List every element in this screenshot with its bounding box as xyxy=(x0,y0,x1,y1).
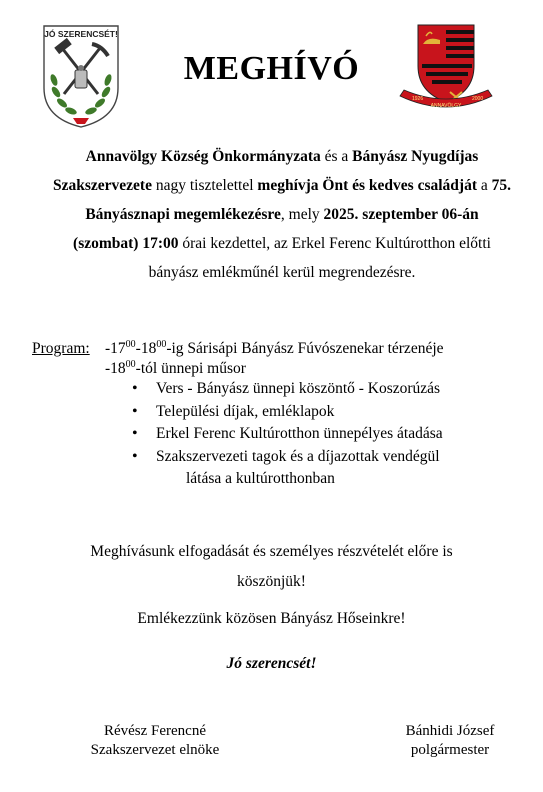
list-item: • Szakszervezeti tagok és a díjazottak vendégül látása a kultúrotthonban xyxy=(132,446,443,491)
list-item: • Települési díjak, emléklapok xyxy=(132,401,443,424)
ribbon-text: ANNAVÖLGY xyxy=(430,103,462,109)
intro-invite: meghívja Önt és kedves családját xyxy=(257,177,477,194)
signature-left xyxy=(60,722,250,760)
intro-connector-1: és a xyxy=(320,148,353,165)
ribbon-year-left: 1926 xyxy=(412,96,424,102)
signatory-name-left: Révész Ferencné xyxy=(103,723,207,739)
crest-motto-text: JÓ SZERENCSÉT! xyxy=(44,29,118,39)
intro-connector-4: , mely xyxy=(280,206,324,223)
intro-organizer-2: Bányász Nyugdíjas Szakszervezete xyxy=(52,148,479,194)
list-item: • Erkel Ferenc Kultúrotthon ünnepélyes átadása xyxy=(132,423,443,446)
thanks-line-1: Meghívásunk elfogadását és személyes részvételét előre is xyxy=(90,543,453,560)
right-crest-emblem xyxy=(396,22,496,112)
page-title: MEGHÍVÓ xyxy=(183,50,360,87)
signature-right xyxy=(370,722,530,760)
signatory-title-right: polgármester xyxy=(410,742,490,758)
ribbon-year-right: 2000 xyxy=(472,96,484,102)
signatory-name-right: Bánhidi József xyxy=(405,723,495,739)
program-label: Program: xyxy=(32,340,90,357)
miner-greeting: Jó szerencsét! xyxy=(226,655,317,672)
intro-location: órai kezdettel, az Erkel Ferenc Kultúrotthon előtti bányász emlékműnél kerül megrendezésre. xyxy=(148,235,491,281)
intro-connector-3: a xyxy=(477,177,492,194)
thanks-paragraph xyxy=(40,537,503,597)
program-line-1: $-17^{00}-18^{00}-ig$ Sárisápi Bányász Fúvószenekar térzenéje xyxy=(105,339,444,357)
intro-organizer-1: Annavölgy Község Önkormányzata xyxy=(85,148,321,165)
invitation-paragraph xyxy=(32,142,512,287)
list-item-continuation: látása a kultúrotthonban xyxy=(186,470,335,487)
program-line-2: $-18^{00}$-tól ünnepi műsor xyxy=(105,359,246,377)
remembrance-line: Emlékezzünk közösen Bányász Hőseinkre! xyxy=(137,610,406,627)
signatory-title-left: Szakszervezet elnöke xyxy=(90,742,220,758)
intro-connector-2: nagy tisztelettel xyxy=(151,177,258,194)
program-item-list xyxy=(132,378,443,491)
thanks-line-2: köszönjük! xyxy=(237,573,306,590)
list-item: • Vers - Bányász ünnepi köszöntő - Koszorúzás xyxy=(132,378,443,401)
intro-event: 75. Bányásznapi megemlékezésre xyxy=(85,177,512,223)
intro-datetime: 2025. szeptember 06-án (szombat) 17:00 xyxy=(73,206,479,252)
